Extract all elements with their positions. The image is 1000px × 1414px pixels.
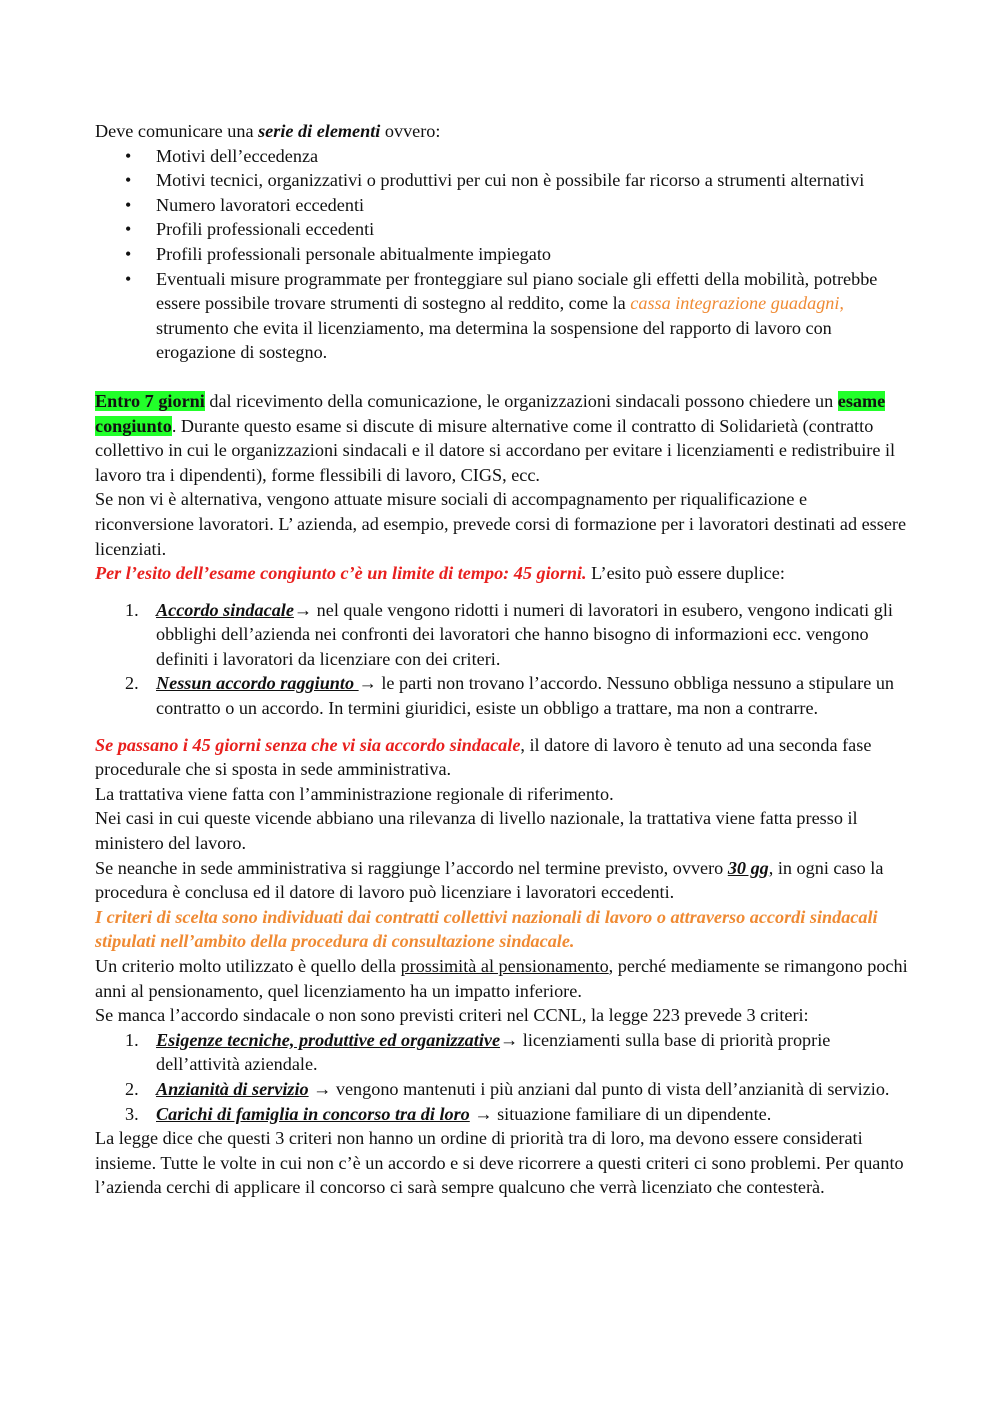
- list-item-text: licenziamenti sulla base di priorità proprie dell’attività aziendale.: [156, 1029, 831, 1075]
- paragraph-text: L’esito può essere duplice:: [586, 563, 785, 584]
- elements-list: [95, 144, 910, 365]
- document-page: [95, 119, 910, 1200]
- paragraph-criteri-scelta: I criteri di scelta sono individuati dai contratti collettivi nazionali di lavoro o attraverso accordi sindacali stipulati nell’ambito della procedura di consultazione sindacale.: [95, 906, 878, 952]
- list-item-text: Eventuali misure programmate per fronteggiare sul piano sociale gli effetti della mobilità, potrebbe essere possibile trovare strumenti di sostegno al reddito, come la: [156, 268, 878, 314]
- paragraph-text: Se neanche in sede amministrativa si raggiunge l’accordo nel termine previsto, ovvero: [95, 857, 728, 878]
- paragraph-30-gg: [95, 856, 910, 905]
- arrow-icon: →: [358, 673, 377, 694]
- emphasis-30-gg: 30 gg: [727, 857, 769, 878]
- list-item-text: le parti non trovano l’accordo. Nessuno obbliga nessuno a stipulare un contratto o un accordo. In termini giuridici, esiste un obbligo a trattare, ma non a contrarre.: [156, 673, 895, 719]
- list-item-title: Anzianità di servizio: [156, 1078, 309, 1099]
- list-item-text: vengono mantenuti i più anziani dal punto di vista dell’anzianità di servizio.: [331, 1078, 890, 1099]
- highlight-entro-7-giorni: Entro 7 giorni: [95, 390, 205, 411]
- paragraph-text: Un criterio molto utilizzato è quello della: [95, 956, 401, 976]
- list-number: 1.: [125, 1029, 139, 1050]
- list-item: [125, 671, 910, 720]
- highlight-esame-congiunto: esame congiunto: [95, 390, 886, 436]
- esito-list: [95, 598, 910, 721]
- list-item-title: Accordo sindacale: [156, 599, 294, 620]
- list-item: • Numero lavoratori eccedenti: [156, 193, 910, 218]
- list-item-title: Carichi di famiglia in concorso tra di loro: [156, 1103, 470, 1124]
- paragraph-limite-tempo: [95, 561, 910, 586]
- paragraph-text: . Durante questo esame si discute di misure alternative come il contratto di Solidarietà (contratto collettivo in cui le organizzazioni sindacali e il datore si accordano per evitare i licenziamenti e redistribuire il lavoro tra i dipendenti), forme flessibili di lavoro, CIGS, ecc.: [95, 415, 896, 485]
- list-item: [156, 267, 910, 365]
- paragraph-text: , il datore di lavoro è tenuto ad una seconda fase procedurale che si sposta in sede amministrativa.: [95, 734, 872, 780]
- red-emphasis: Se passano i 45 giorni senza che vi sia accordo sindacale: [95, 734, 521, 755]
- arrow-icon: →: [293, 599, 313, 620]
- paragraph-legge-223: Se manca l’accordo sindacale o non sono previsti criteri nel CCNL, la legge 223 prevede 3 criteri:: [95, 1005, 809, 1026]
- spacer: [95, 365, 910, 389]
- spacer: [95, 721, 910, 733]
- list-item: • Motivi tecnici, organizzativi o produttivi per cui non è possibile far ricorso a strumenti alternativi: [156, 168, 910, 193]
- spacer: [95, 586, 910, 598]
- list-number: 1.: [125, 599, 139, 620]
- paragraph-alternative: Se non vi è alternativa, vengono attuate misure sociali di accompagnamento per riqualificazione e riconversione lavoratori. L’ azienda, ad esempio, prevede corsi di formazione per i lavoratori destinati ad essere licenziati.: [95, 489, 907, 559]
- list-item: [125, 1077, 910, 1102]
- paragraph-text: dal ricevimento della comunicazione, le organizzazioni sindacali possono chiedere un: [204, 390, 838, 411]
- list-number: 2.: [125, 1078, 139, 1099]
- intro-emphasis: serie di elementi: [258, 121, 381, 141]
- paragraph-conclusione: La legge dice che questi 3 criteri non hanno un ordine di priorità tra di loro, ma devono essere considerati insieme. Tutte le volte in cui non c’è un accordo e si deve ricorrere a questi criteri ci sono problemi. Per quanto l’azienda cerchi di applicare il concorso ci sarà sempre qualcuno che verrà licenziato che contesterà.: [95, 1128, 904, 1198]
- list-item: • Profili professionali eccedenti: [156, 217, 910, 242]
- paragraph-esame-congiunto: [95, 389, 910, 487]
- paragraph-prossimita: [95, 954, 910, 1003]
- list-item: [125, 1028, 910, 1077]
- criteri-list: [95, 1028, 910, 1126]
- paragraph-text: , perché mediamente se rimangono pochi anni al pensionamento, quel licenziamento ha un impatto inferiore.: [95, 956, 908, 1001]
- list-number: 3.: [125, 1103, 139, 1124]
- intro-text: Deve comunicare una: [95, 121, 259, 141]
- list-item: [125, 1102, 910, 1127]
- list-number: 2.: [125, 673, 139, 694]
- paragraph-trattativa-nazionale: Nei casi in cui queste vicende abbiano una rilevanza di livello nazionale, la trattativa viene fatta presso il ministero del lavoro.: [95, 808, 858, 854]
- paragraph-trattativa-regionale: La trattativa viene fatta con l’amministrazione regionale di riferimento.: [95, 783, 614, 804]
- list-item-title: Esigenze tecniche, produttive ed organizzative: [156, 1029, 501, 1050]
- list-item: [125, 598, 910, 672]
- list-item: • Profili professionali personale abitualmente impiegato: [156, 242, 910, 267]
- arrow-icon: →: [469, 1103, 493, 1124]
- list-item: • Motivi dell’eccedenza: [156, 144, 910, 169]
- list-item-text: nel quale vengono ridotti i numeri di lavoratori in esubero, vengono indicati gli obblighi dell’azienda nei confronti dei lavoratori che hanno bisogno di informazioni ecc. vengono definiti i lavoratori da licenziare con dei criteri.: [156, 599, 893, 669]
- arrow-icon: →: [308, 1078, 332, 1099]
- arrow-icon: →: [500, 1029, 519, 1050]
- cig-highlight: cassa integrazione guadagni,: [630, 293, 844, 314]
- paragraph-text: , in ogni caso la procedura è conclusa ed il datore di lavoro può licenziare i lavoratori eccedenti.: [95, 857, 884, 903]
- paragraph-45-giorni: [95, 733, 910, 782]
- list-item-title: Nessun accordo raggiunto: [156, 673, 359, 694]
- intro-text-end: ovvero:: [380, 121, 441, 141]
- intro-paragraph: [95, 119, 910, 144]
- list-item-text-end: strumento che evita il licenziamento, ma determina la sospensione del rapporto di lavoro con erogazione di sostegno.: [156, 317, 832, 363]
- underlined-text: prossimità al pensionamento: [400, 956, 609, 976]
- red-emphasis: Per l’esito dell’esame congiunto c’è un limite di tempo: 45 giorni.: [95, 563, 587, 584]
- list-item-text: situazione familiare di un dipendente.: [492, 1103, 772, 1124]
